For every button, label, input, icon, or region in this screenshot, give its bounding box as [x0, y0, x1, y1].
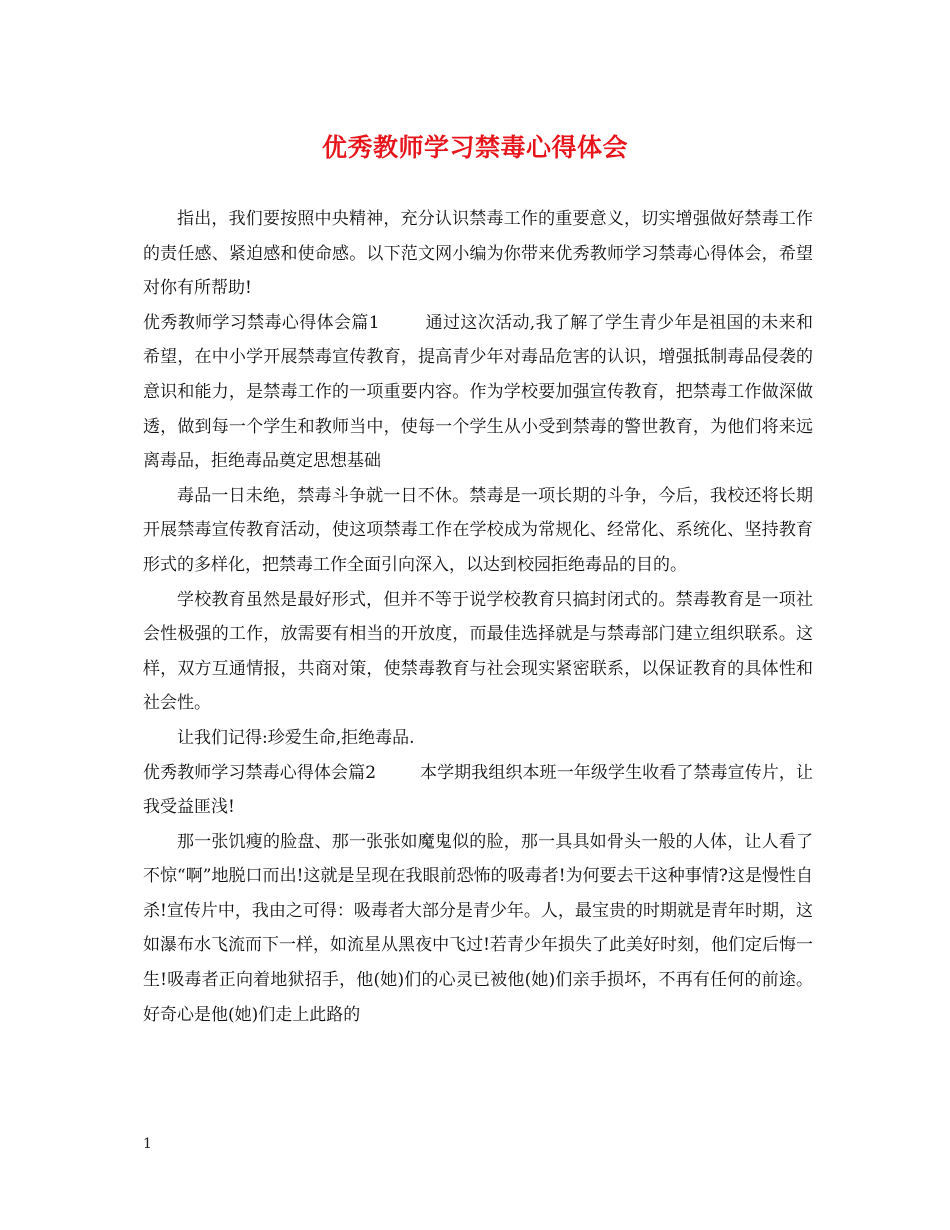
section-heading-2: 优秀教师学习禁毒心得体会篇2	[143, 762, 377, 783]
paragraph-text: 毒品一日未绝，禁毒斗争就一日不休。禁毒是一项长期的斗争，今后，我校还将长期开展禁毒宣传教育活动，使这项禁毒工作在学校成为常规化、经常化、系统化、坚持教育形式的多样化，把禁毒工作全面引向深入，以达到校园拒绝毒品的目的。	[143, 485, 813, 575]
paragraph-6	[143, 825, 813, 1033]
paragraph-section-1	[143, 306, 813, 479]
paragraph-text: 让我们记得:珍爱生命,拒绝毒品.	[177, 727, 415, 748]
paragraph-text: 通过这次活动,我了解了学生青少年是祖国的未来和希望，在中小学开展禁毒宣传教育，提高青少年对毒品危害的认识，增强抵制毒品侵袭的意识和能力，是禁毒工作的一项重要内容。作为学校要加强宣传教育，把禁毒工作做深做透，做到每一个学生和教师当中，使每一个学生从小受到禁毒的警世教育，为他们将来远离毒品，拒绝毒品奠定思想基础	[143, 312, 813, 472]
paragraph-slogan	[143, 721, 813, 756]
section-heading-1: 优秀教师学习禁毒心得体会篇1	[143, 312, 380, 333]
paragraph-2	[143, 479, 813, 583]
paragraph-section-2	[143, 756, 813, 825]
paragraph-text: 本学期我组织本班一年级学生收看了禁毒宣传片，让我受益匪浅!	[143, 762, 813, 818]
paragraph-intro	[143, 202, 813, 306]
paragraph-text: 那一张饥瘦的脸盘、那一张张如魔鬼似的脸，那一具具如骨头一般的人体，让人看了不惊“啊”地脱口而出!这就是呈现在我眼前恐怖的吸毒者!为何要去干这种事情?这是慢性自杀!宣传片中，我由之可得：吸毒者大部分是青少年。人，最宝贵的时期就是青年时期，这如瀑布水飞流而下一样，如流星从黑夜中飞过!若青少年损失了此美好时刻，他们定后悔一生!吸毒者正向着地狱招手，他(她)们的心灵已被他(她)们亲手损坏，不再有任何的前途。好奇心是他(她)们走上此路的	[143, 831, 813, 1025]
page-number: 1	[143, 1136, 152, 1152]
document-title: 优秀教师学习禁毒心得体会	[321, 133, 628, 162]
paragraph-text: 指出，我们要按照中央精神，充分认识禁毒工作的重要意义，切实增强做好禁毒工作的责任感、紧迫感和使命感。以下范文网小编为你带来优秀教师学习禁毒心得体会，希望对你有所帮助!	[143, 209, 813, 299]
paragraph-text: 学校教育虽然是最好形式，但并不等于说学校教育只搞封闭式的。禁毒教育是一项社会性极强的工作，放需要有相当的开放度，而最佳选择就是与禁毒部门建立组织联系。这样，双方互通情报，共商对策，使禁毒教育与社会现实紧密联系，以保证教育的具体性和社会性。	[143, 589, 813, 714]
paragraph-3	[143, 583, 813, 721]
document-body	[143, 202, 813, 1032]
